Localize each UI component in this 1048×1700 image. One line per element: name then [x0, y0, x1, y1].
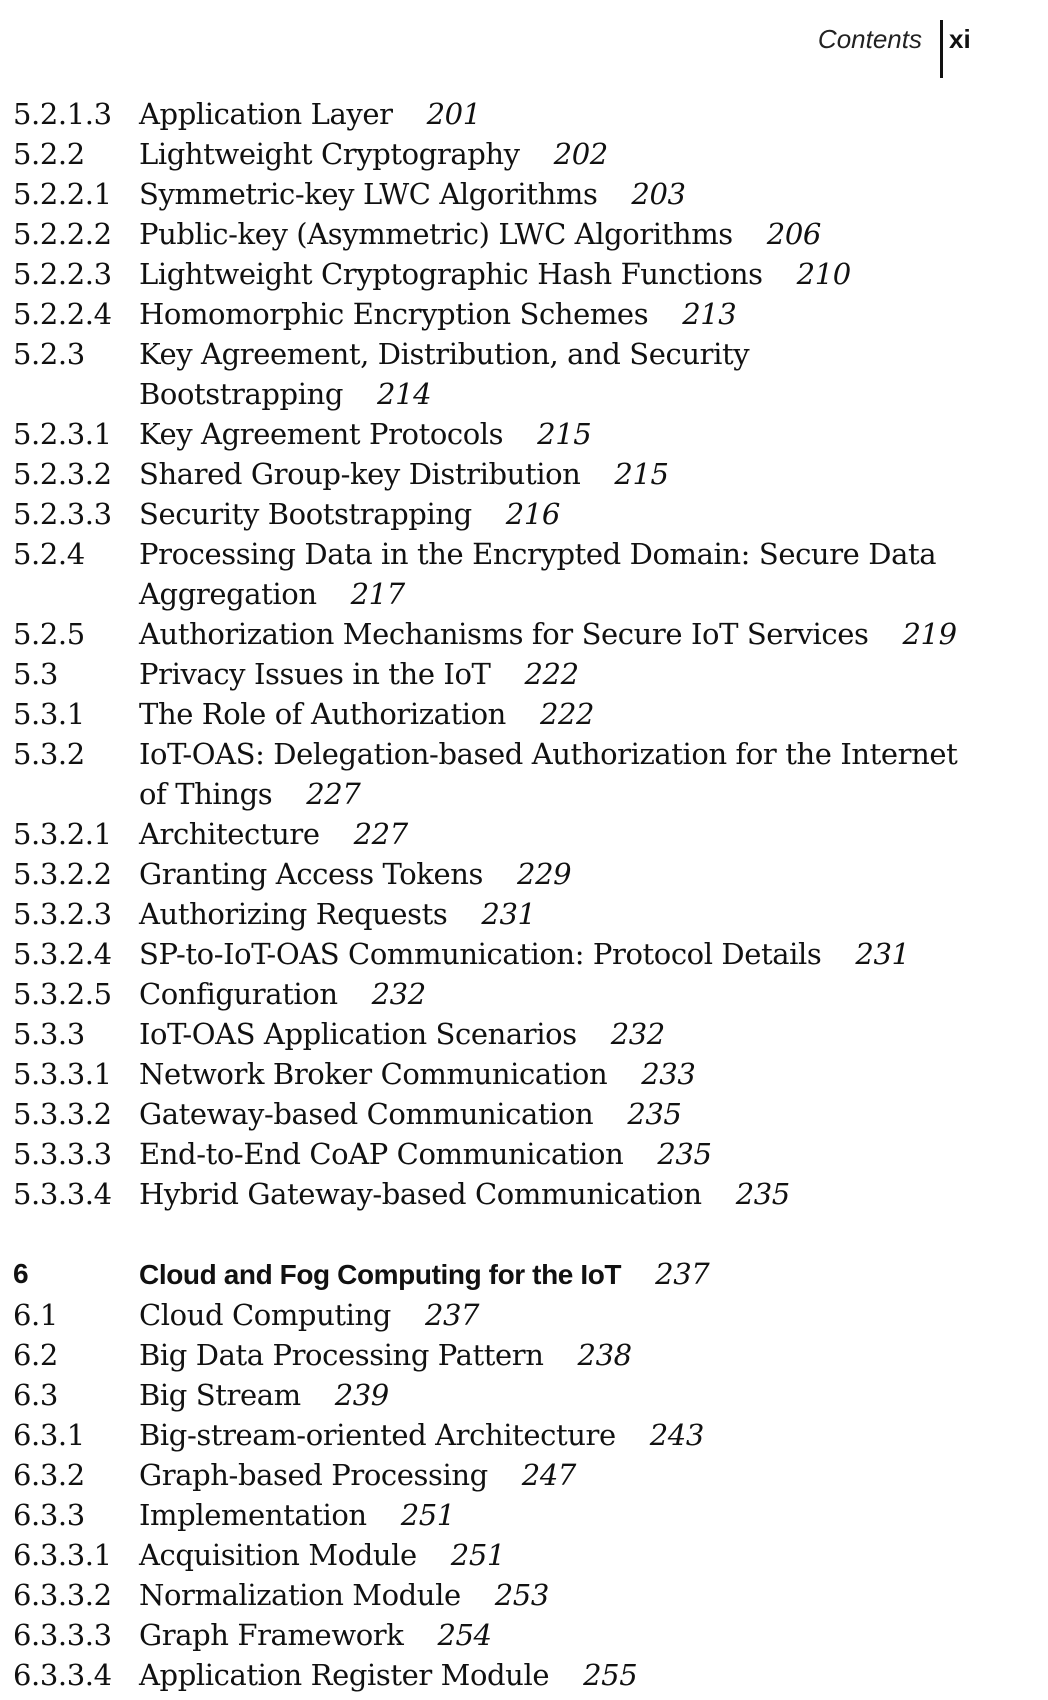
entry-number: 5.3.2.3	[13, 897, 112, 931]
entry-number: 5.2.2	[13, 137, 85, 171]
entry-page-number: 217	[350, 577, 405, 611]
toc-entry[interactable]	[13, 1655, 1023, 1695]
entry-number: 5.3.2	[13, 737, 85, 771]
entry-title: Network Broker Communication	[139, 1057, 608, 1091]
entry-page-number: 210	[796, 257, 851, 291]
entry-page-number: 216	[505, 497, 560, 531]
toc-entry[interactable]	[13, 1415, 1023, 1455]
entry-number: 6.3.3	[13, 1498, 85, 1532]
toc-entry[interactable]	[13, 294, 1023, 334]
header-section-label: Contents	[817, 24, 922, 54]
entry-page-number: 222	[539, 697, 595, 731]
toc-entry[interactable]	[13, 1094, 1023, 1134]
toc-entry[interactable]	[13, 854, 1023, 894]
header-divider	[940, 20, 943, 78]
entry-title: Application Layer	[139, 97, 393, 131]
entry-page-number: 251	[450, 1538, 505, 1572]
entry-number: 6.3	[13, 1378, 58, 1412]
toc-entry[interactable]	[13, 454, 1023, 494]
entry-number: 5.2.4	[13, 537, 85, 571]
entry-number: 5.2.1.3	[13, 97, 112, 131]
entry-title: Normalization Module	[139, 1578, 461, 1612]
entry-page-number: 222	[524, 657, 579, 691]
chapter-gap	[13, 1214, 1023, 1254]
entry-number: 5.2.2.4	[13, 297, 112, 331]
toc-entry[interactable]	[13, 1455, 1023, 1495]
header-page-number: xi	[949, 24, 971, 54]
entry-page-number: 215	[537, 417, 592, 451]
entry-page-number: 227	[353, 817, 408, 851]
entry-page-number: 203	[631, 177, 686, 211]
toc-entry[interactable]	[13, 134, 1023, 174]
toc-entry[interactable]	[13, 94, 1023, 134]
entry-title: The Role of Authorization	[139, 697, 506, 731]
entry-page-number: 233	[641, 1057, 696, 1091]
entry-number: 6	[13, 1258, 29, 1289]
entry-number: 5.3.3.1	[13, 1057, 112, 1091]
entry-title: End-to-End CoAP Communication	[139, 1137, 624, 1171]
entry-title: Configuration	[139, 977, 338, 1011]
toc-entry[interactable]	[13, 894, 1023, 934]
entry-page-number: 232	[371, 977, 426, 1011]
toc-entry[interactable]	[13, 214, 1023, 254]
entry-number: 6.3.3.1	[13, 1538, 112, 1572]
entry-title: Big Stream	[139, 1378, 301, 1412]
entry-number: 5.3.3.4	[13, 1177, 112, 1211]
entry-page-number: 235	[627, 1097, 682, 1131]
entry-page-number: 237	[424, 1298, 480, 1332]
entry-number: 5.3.2.2	[13, 857, 112, 891]
toc-entry[interactable]	[13, 414, 1023, 454]
entry-page-number: 247	[521, 1458, 576, 1492]
toc-entry[interactable]	[13, 1295, 1023, 1335]
entry-number: 6.3.3.2	[13, 1578, 112, 1612]
entry-title: Hybrid Gateway-based Communication	[139, 1177, 702, 1211]
entry-title: Big-stream-oriented Architecture	[139, 1418, 616, 1452]
table-of-contents	[13, 94, 1023, 1695]
entry-title: of Things	[139, 777, 273, 811]
toc-entry[interactable]	[13, 1575, 1023, 1615]
entry-number: 5.3.3.2	[13, 1097, 112, 1131]
entry-page-number: 213	[682, 297, 737, 331]
toc-entry[interactable]	[13, 174, 1023, 214]
toc-entry[interactable]	[13, 1014, 1023, 1054]
entry-title: Processing Data in the Encrypted Domain: Secure Data	[139, 537, 937, 571]
toc-entry[interactable]	[13, 1134, 1023, 1174]
entry-title: Authorization Mechanisms for Secure IoT Services	[139, 617, 869, 651]
entry-title: Granting Access Tokens	[139, 857, 484, 891]
toc-entry[interactable]	[13, 1375, 1023, 1415]
entry-page-number: 227	[306, 777, 361, 811]
entry-page-number: 254	[437, 1618, 492, 1652]
toc-entry[interactable]	[13, 1054, 1023, 1094]
toc-entry[interactable]	[13, 254, 1023, 294]
entry-page-number: 231	[481, 897, 536, 931]
running-header	[817, 20, 971, 78]
entry-page-number: 237	[655, 1257, 710, 1291]
entry-title: IoT-OAS Application Scenarios	[139, 1017, 577, 1051]
entry-page-number: 231	[855, 937, 910, 971]
toc-entry[interactable]	[13, 1174, 1023, 1214]
entry-number: 5.2.3.2	[13, 457, 112, 491]
entry-number: 6.3.3.4	[13, 1658, 112, 1692]
entry-page-number: 232	[610, 1017, 665, 1051]
entry-number: 5.2.5	[13, 617, 85, 651]
entry-title: Acquisition Module	[139, 1538, 417, 1572]
entry-number: 5.2.2.1	[13, 177, 112, 211]
entry-title: Aggregation	[139, 577, 317, 611]
entry-title: Key Agreement, Distribution, and Security	[139, 337, 750, 371]
toc-entry[interactable]	[13, 1615, 1023, 1655]
entry-number: 5.2.3	[13, 337, 85, 371]
entry-page-number: 229	[517, 857, 572, 891]
entry-title: Implementation	[139, 1498, 367, 1532]
entry-number: 6.1	[13, 1298, 58, 1332]
entry-title: Homomorphic Encryption Schemes	[139, 297, 649, 331]
entry-title: Public-key (Asymmetric) LWC Algorithms	[139, 217, 733, 251]
entry-title: Cloud and Fog Computing for the IoT	[139, 1259, 622, 1290]
toc-entry[interactable]	[13, 534, 1023, 614]
entry-page-number: 201	[426, 97, 481, 131]
entry-number: 5.3.2.4	[13, 937, 112, 971]
entry-page-number: 235	[657, 1137, 712, 1171]
entry-number: 5.2.3.1	[13, 417, 112, 451]
entry-title: Graph-based Processing	[139, 1458, 488, 1492]
entry-number: 5.3.2.1	[13, 817, 112, 851]
entry-number: 6.3.2	[13, 1458, 85, 1492]
entry-number: 5.3.2.5	[13, 977, 112, 1011]
entry-page-number: 238	[577, 1338, 632, 1372]
entry-page-number: 239	[334, 1378, 389, 1412]
entry-number: 5.3.1	[13, 697, 85, 731]
entry-number: 5.2.2.3	[13, 257, 112, 291]
toc-entry[interactable]	[13, 694, 1023, 734]
entry-title: Graph Framework	[139, 1618, 404, 1652]
entry-title: Gateway-based Communication	[139, 1097, 594, 1131]
entry-number: 5.2.2.2	[13, 217, 112, 251]
entry-title: Big Data Processing Pattern	[139, 1338, 544, 1372]
entry-number: 5.3	[13, 657, 58, 691]
entry-title: Key Agreement Protocols	[139, 417, 504, 451]
entry-page-number: 219	[902, 617, 957, 651]
entry-title: Cloud Computing	[139, 1298, 391, 1332]
entry-page-number: 243	[649, 1418, 704, 1452]
entry-page-number: 235	[735, 1177, 790, 1211]
toc-entry[interactable]	[13, 1335, 1023, 1375]
entry-page-number: 206	[766, 217, 821, 251]
entry-title: Shared Group-key Distribution	[139, 457, 581, 491]
toc-entry[interactable]	[13, 334, 1023, 414]
entry-title: Privacy Issues in the IoT	[139, 657, 491, 691]
entry-title: Security Bootstrapping	[139, 497, 472, 531]
toc-entry[interactable]	[13, 974, 1023, 1014]
toc-entry[interactable]	[13, 614, 1023, 654]
chapter-entry[interactable]	[13, 1254, 1023, 1295]
toc-entry[interactable]	[13, 1535, 1023, 1575]
entry-page-number: 202	[553, 137, 608, 171]
entry-number: 5.3.3.3	[13, 1137, 112, 1171]
entry-title: Bootstrapping	[139, 377, 344, 411]
toc-entry[interactable]	[13, 494, 1023, 534]
toc-entry[interactable]	[13, 814, 1023, 854]
entry-title: SP-to-IoT-OAS Communication: Protocol Details	[139, 937, 822, 971]
entry-number: 5.2.3.3	[13, 497, 112, 531]
entry-title: IoT-OAS: Delegation-based Authorization for the Internet	[139, 737, 958, 771]
toc-entry[interactable]	[13, 654, 1023, 694]
entry-page-number: 253	[494, 1578, 549, 1612]
entry-title: Lightweight Cryptography	[139, 137, 520, 171]
entry-number: 6.3.3.3	[13, 1618, 112, 1652]
entry-title: Architecture	[139, 817, 320, 851]
toc-entry[interactable]	[13, 934, 1023, 974]
entry-title: Authorizing Requests	[139, 897, 448, 931]
entry-title: Symmetric-key LWC Algorithms	[139, 177, 598, 211]
entry-page-number: 251	[400, 1498, 455, 1532]
entry-title: Lightweight Cryptographic Hash Functions	[139, 257, 763, 291]
entry-page-number: 215	[614, 457, 669, 491]
entry-number: 5.3.3	[13, 1017, 85, 1051]
toc-entry[interactable]	[13, 1495, 1023, 1535]
entry-page-number: 214	[377, 377, 432, 411]
entry-number: 6.3.1	[13, 1418, 85, 1452]
toc-entry[interactable]	[13, 734, 1023, 814]
entry-number: 6.2	[13, 1338, 58, 1372]
entry-page-number: 255	[583, 1658, 638, 1692]
entry-title: Application Register Module	[139, 1658, 550, 1692]
